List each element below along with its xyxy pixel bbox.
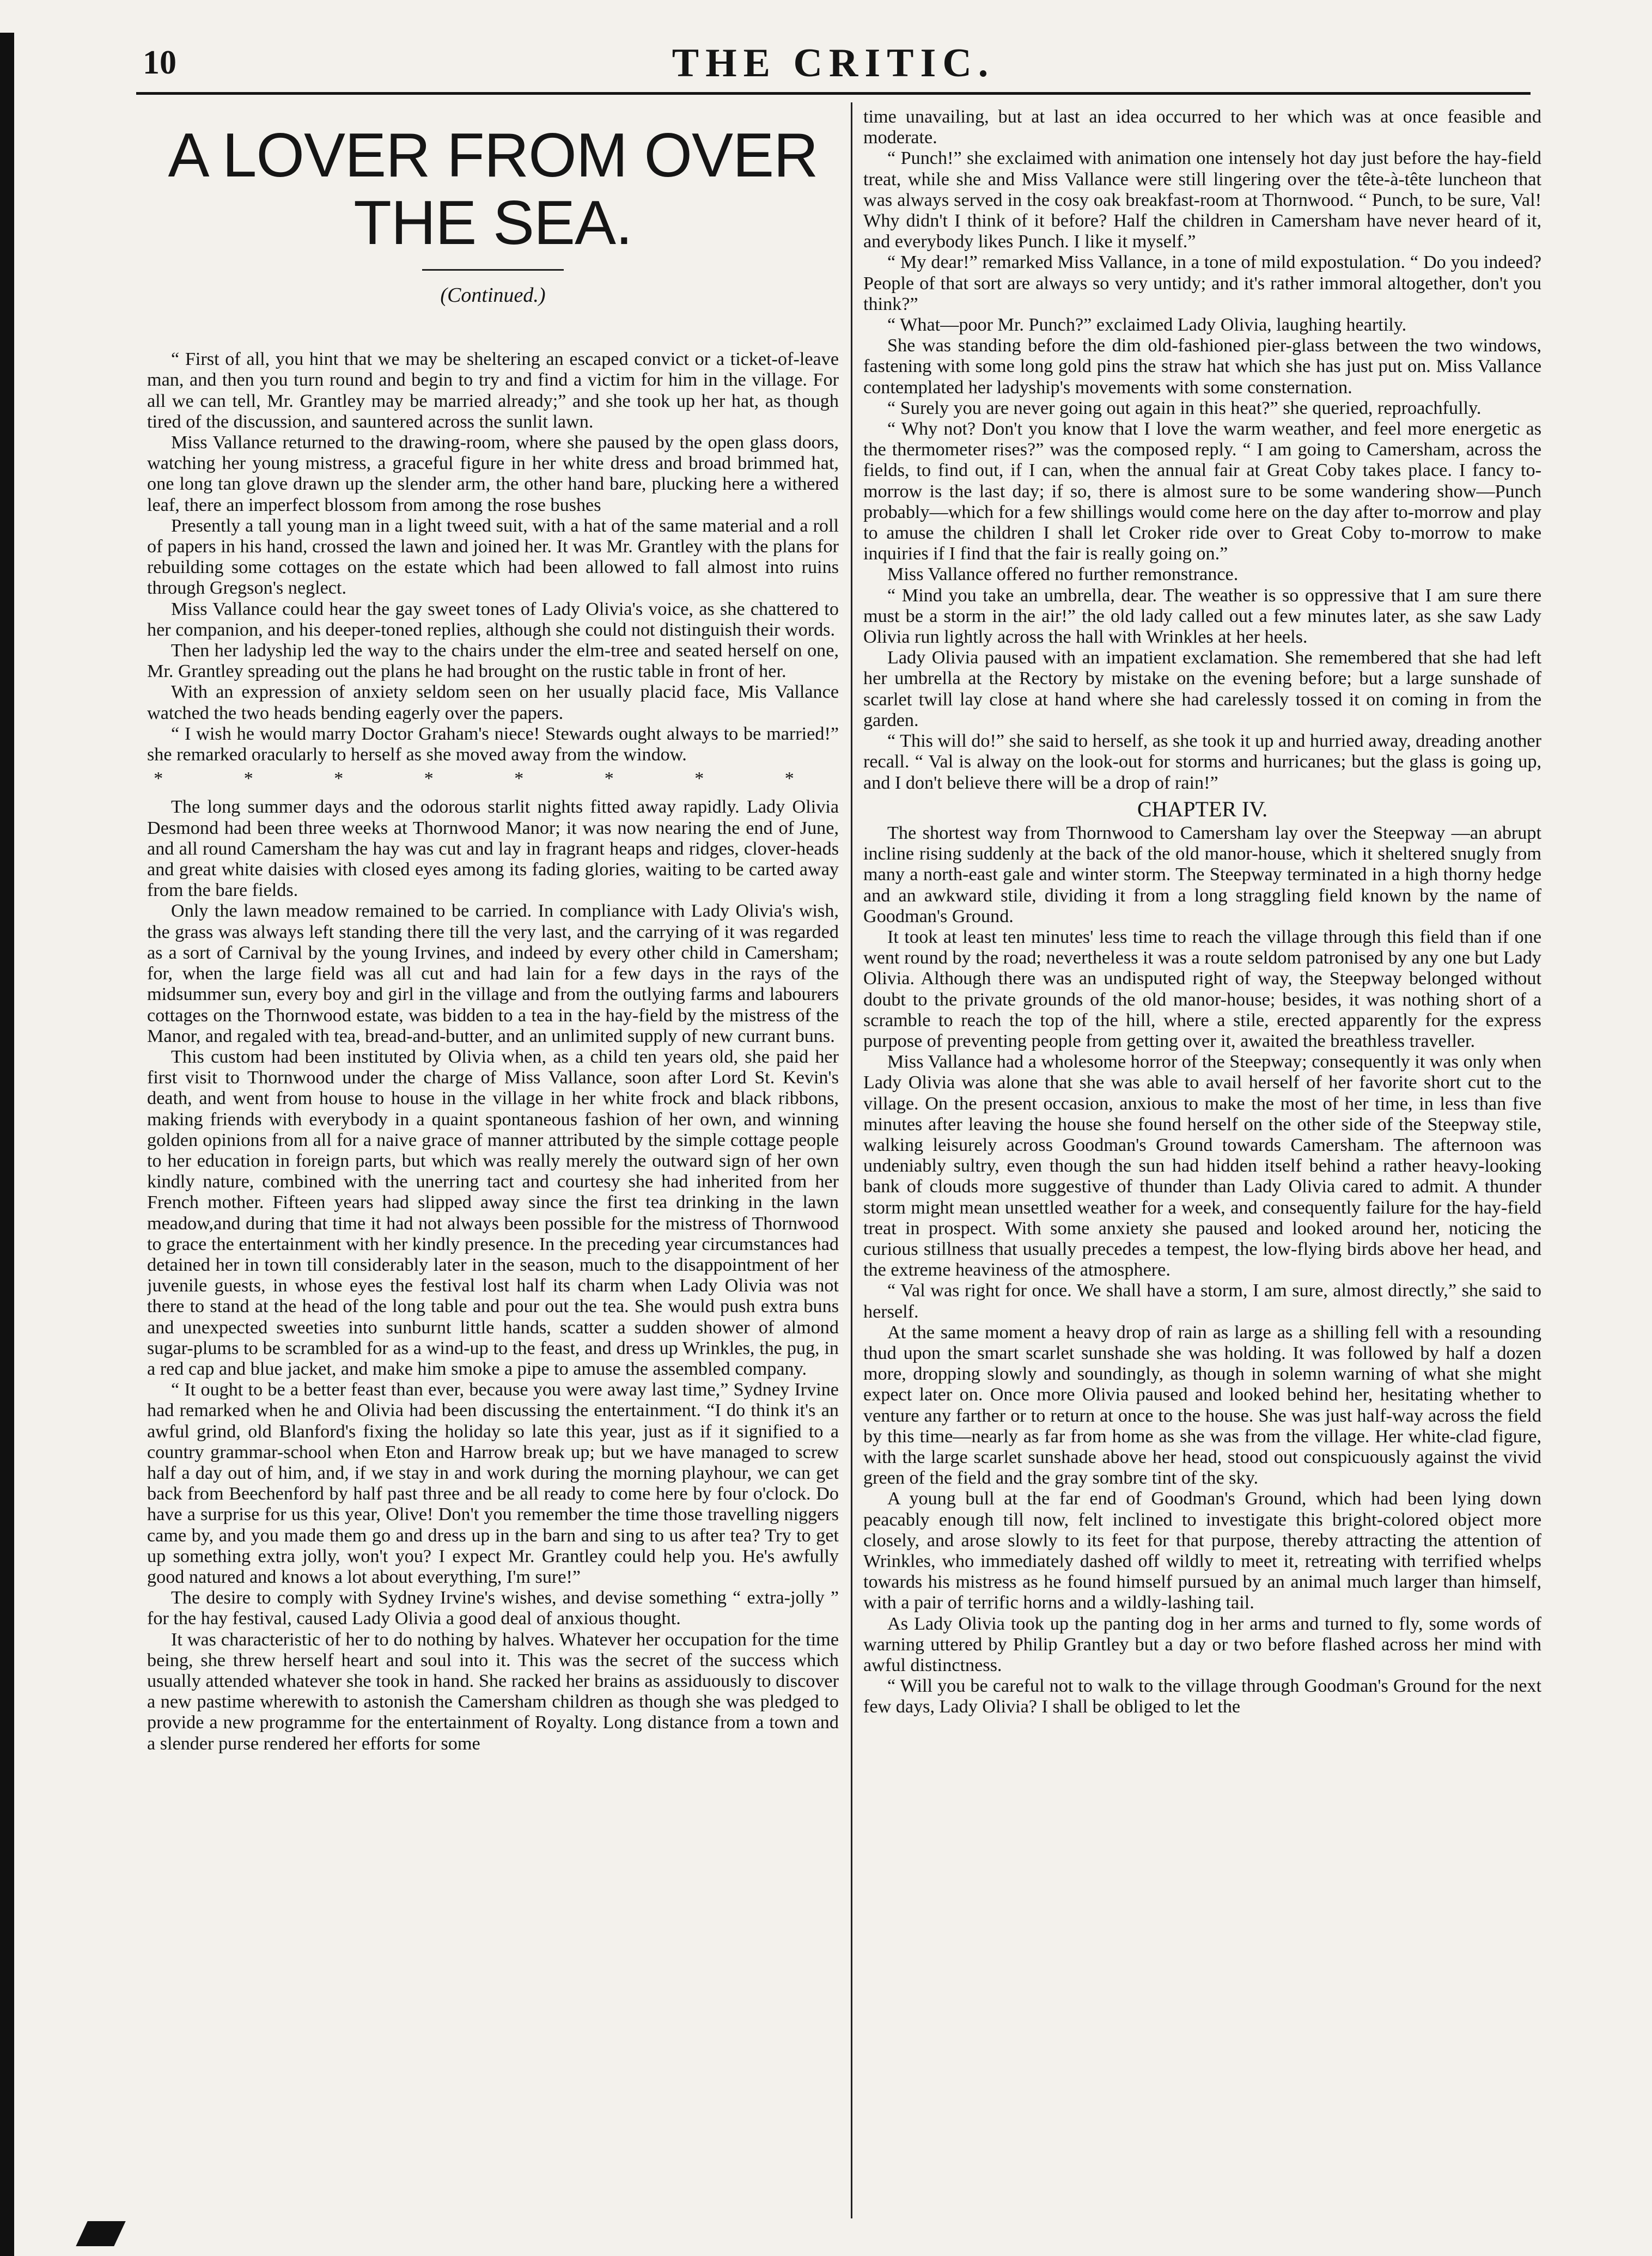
page-header bbox=[136, 38, 1531, 98]
paragraph: “ Will you be careful not to walk to the village through Goodman's Ground for the next few days, Lady Olivia? I shall be obliged to let the bbox=[863, 1676, 1541, 1717]
paragraph: Miss Vallance returned to the drawing-room, where she paused by the open glass doors, watching her young mistress, a graceful figure in her white dress and broad brimmed hat, one long tan glove drawn up the slender arm, the other hand bare, plucking here a withered leaf, there an imperfect blossom from among the rose bushes bbox=[147, 432, 839, 515]
paragraph: At the same moment a heavy drop of rain as large as a shilling fell with a resounding thud upon the smart scarlet sunshade she was holding. It was followed by half a dozen more, dropping slowly and soundingly, as though in solemn warning of what she might expect later on. Once more Olivia paused and looked behind her, hesitating whether to venture any farther or to return at once to the house. She was just half-way across the field by this time—nearly as far from home as she was from the village. Her white-clad figure, with the large scarlet sunshade above her head, stood out conspicuously against the vivid green of the field and the gray sombre tint of the sky. bbox=[863, 1322, 1541, 1489]
scan-mark bbox=[76, 2221, 125, 2246]
paragraph: “ I wish he would marry Doctor Graham's niece! Stewards ought always to be married!” she remarked oracularly to herself as she moved away from the window. bbox=[147, 723, 839, 765]
page-number: 10 bbox=[143, 44, 176, 81]
newspaper-title: THE CRITIC. bbox=[672, 41, 995, 86]
paragraph: Presently a tall young man in a light tweed suit, with a hat of the same material and a roll of papers in his hand, crossed the lawn and joined her. It was Mr. Grantley with the plans for rebuilding some cottages on the estate which had been allowed to fall almost into ruins through Gregson's neglect. bbox=[147, 515, 839, 599]
paragraph: Miss Vallance could hear the gay sweet tones of Lady Olivia's voice, as she chattered to her companion, and his deeper-toned replies, although she could not distinguish their words. bbox=[147, 599, 839, 640]
paragraph: “ Punch!” she exclaimed with animation one intensely hot day just before the hay-field treat, while she and Miss Vallance were still lingering over the tête-à-tête luncheon that was always served in the cosy oak breakfast-room at Thornwood. “ Punch, to be sure, Val! Why didn't I think of it before? Half the children in Camersham have never heard of it, and everybody likes Punch. I like it myself.” bbox=[863, 148, 1541, 252]
paragraph: It took at least ten minutes' less time to reach the village through this field than if one went round by the road; nevertheless it was a route seldom patronised by any one but Lady Olivia. Although there was an undisputed right of way, the Steepway belonged without doubt to the private grounds of the old manor-house; besides, it was nothing short of a scramble to reach the top of the hill, where a stile, erected apparently for the express purpose of preventing people from getting over it, awaited the breathless traveller. bbox=[863, 926, 1541, 1051]
title-rule bbox=[422, 269, 564, 271]
paragraph: “ First of all, you hint that we may be sheltering an escaped convict or a ticket-of-leave man, and then you turn round and begin to try and find a victim for him in the village. For all we can tell, Mr. Grantley may be married already;” and she took up her hat, as though tired of the discussion, and sauntered across the sunlit lawn. bbox=[147, 349, 839, 432]
paragraph: “ Val was right for once. We shall have a storm, I am sure, almost directly,” she said to herself. bbox=[863, 1281, 1541, 1322]
section-break-stars: * * * * * * * * bbox=[154, 769, 832, 789]
paragraph: “ It ought to be a better feast than ever, because you were away last time,” Sydney Irvine had remarked when he and Olivia had been discussing the entertainment. “I do think it's an awful grind, old Blanford's fixing the holiday so late this year, just as if it signified to a country grammar-school when Eton and Harrow break up; but we have managed to screw half a day out of him, and, if we stay in and work during the morning playhour, we can get back from Beechenford by half past three and be all ready to come here by four o'clock. Do have a surprise for us this year, Olive! Don't you remember the time those travelling niggers came by, and you made them go and dress up in the barn and sing to us after tea? Try to get up something extra jolly, won't you? I expect Mr. Grantley could help you. He's awfully good natured and knows a lot about everything, I'm sure!” bbox=[147, 1380, 839, 1587]
scan-edge-shadow bbox=[0, 33, 14, 2256]
right-column bbox=[863, 107, 1541, 2217]
left-column bbox=[147, 107, 839, 2217]
paragraph: The long summer days and the odorous starlit nights fitted away rapidly. Lady Olivia Desmond had been three weeks at Thornwood Manor; it was now nearing the end of June, and all round Camersham the hay was cut and lay in fragrant heaps and ridges, clover-heads and great white daisies with closed eyes among its fading glories, waiting to be carted away from the bare fields. bbox=[147, 797, 839, 901]
paragraph: “ This will do!” she said to herself, as she took it up and hurried away, dreading another recall. “ Val is alway on the look-out for storms and hurricanes; but the glass is going up, and I don't believe there will be a drop of rain!” bbox=[863, 731, 1541, 793]
paragraph: time unavailing, but at last an idea occurred to her which was at once feasible and moderate. bbox=[863, 107, 1541, 148]
paragraph: With an expression of anxiety seldom seen on her usually placid face, Mis Vallance watched the two heads bending eagerly over the papers. bbox=[147, 682, 839, 723]
paragraph: As Lady Olivia took up the panting dog in her arms and turned to fly, some words of warning uttered by Philip Grantley but a day or two before flashed across her mind with awful distinctness. bbox=[863, 1613, 1541, 1676]
story-title: A LOVER FROM OVER THE SEA. bbox=[168, 121, 818, 258]
paragraph: The shortest way from Thornwood to Camersham lay over the Steepway —an abrupt incline rising suddenly at the back of the old manor-house, which it sheltered snugly from many a north-east gale and winter storm. The Steepway terminated in a high thorny hedge and an awkward stile, dividing it from a long straggling field known by the name of Goodman's Ground. bbox=[863, 822, 1541, 926]
paragraph: She was standing before the dim old-fashioned pier-glass between the two windows, fastening with some long gold pins the straw hat which she has just put on. Miss Vallance contemplated her ladyship's movements with some consternation. bbox=[863, 336, 1541, 398]
continued-note: (Continued.) bbox=[440, 284, 546, 307]
paragraph: “ Mind you take an umbrella, dear. The weather is so oppressive that I am sure there must be a storm in the air!” the old lady called out a few minutes later, as she saw Lady Olivia run lightly across the hall with Wrinkles at her heels. bbox=[863, 585, 1541, 648]
paragraph: “ Why not? Don't you know that I love the warm weather, and feel more energetic as the thermometer rises?” was the composed reply. “ I am going to Camersham, across the fields, to find out, if I can, when the annual fair at Great Coby takes place. I fancy to-morrow is the last day; if so, there is almost sure to be some wandering show—Punch probably—which for a few shillings would come here on the day after to-morrow and play to amuse the children I shall let Croker ride over to Great Coby to-morrow to make inquiries if I find that the fair is really going on.” bbox=[863, 419, 1541, 564]
paragraph: “ What—poor Mr. Punch?” exclaimed Lady Olivia, laughing heartily. bbox=[887, 315, 1407, 336]
paragraph: Only the lawn meadow remained to be carried. In compliance with Lady Olivia's wish, the grass was always left standing there till the very last, and the carrying of it was regarded as a sort of Carnival by the young Irvines, and indeed by every other child in Camersham; for, when the large field was all cut and had lain for a few days in the rays of the midsummer sun, every boy and girl in the village and from the outlying farms and labourers cottages on the Thornwood estate, was bidden to a tea in the hay-field by the mistress of the Manor, and regaled with tea, bread-and-butter, and an unlimited supply of new currant buns. bbox=[147, 901, 839, 1046]
paragraph: Lady Olivia paused with an impatient exclamation. She remembered that she had left her umbrella at the Rectory by mistake on the evening before; but a large sunshade of scarlet twill lay close at hand where she had carelessly tossed it on coming in from the garden. bbox=[863, 648, 1541, 730]
paragraph: This custom had been instituted by Olivia when, as a child ten years old, she paid her first visit to Thornwood under the charge of Miss Vallance, soon after Lord St. Kevin's death, and went from house to house in the village in her white frock and black ribbons, making friends with everybody in a quaint spontaneous fashion of her own, and winning golden opinions from all for a naive grace of manner attributed by the simple cottage people to her education in foreign parts, but which was really merely the outward sign of her own kindly nature, combined with the unerring tact and courtesy she had inherited from her French mother. Fifteen years had slipped away since the first tea drinking in the lawn meadow,and during that time it had not always been possible for the mistress of Thornwood to grace the entertainment with her kindly presence. In the preceding year circumstances had detained her in town till considerably later in the season, much to the disappointment of her juvenile guests, in whose eyes the festival lost half its charm when Lady Olivia was not there to stand at the head of the long table and pour out the tea. She would push extra buns and unexpected sweeties into sunburnt little hands, scatter a sudden shower of almond sugar-plums to be scrambled for as a wind-up to the feast, and dress up Wrinkles, the pug, in a red cap and blue jacket, and make him smoke a pipe to amuse the assembled company. bbox=[147, 1046, 839, 1379]
paragraph: Miss Vallance offered no further remonstrance. bbox=[887, 564, 1239, 585]
paragraph: It was characteristic of her to do nothing by halves. Whatever her occupation for the time being, she threw herself heart and soul into it. This was the secret of the success which usually attended whatever she took in hand. She racked her brains as assiduously to discover a new pastime wherewith to astonish the Camersham children as though she was pledged to provide a new programme for the entertainment of Royalty. Long distance from a town and a slender purse rendered her efforts for some bbox=[147, 1629, 839, 1754]
chapter-heading: CHAPTER IV. bbox=[1137, 796, 1268, 821]
paragraph: The desire to comply with Sydney Irvine's wishes, and devise something “ extra-jolly ” for the hay festival, caused Lady Olivia a good deal of anxious thought. bbox=[147, 1588, 839, 1629]
paragraph: “ My dear!” remarked Miss Vallance, in a tone of mild expostulation. “ Do you indeed? People of that sort are always so very untidy; and it's rather immoral altogether, don't you think?” bbox=[863, 252, 1541, 314]
paragraph: Miss Vallance had a wholesome horror of the Steepway; consequently it was only when Lady Olivia was alone that she was able to avail herself of her favorite short cut to the village. On the present occasion, anxious to make the most of her time, in less than five minutes after leaving the house she found herself on the other side of the Steepway stile, walking leisurely across Goodman's Ground towards Camersham. The afternoon was undeniably sultry, even though the sun had hidden itself behind a rather heavy-looking bank of clouds more suggestive of thunder than Lady Olivia cared to admit. A thunder storm might mean unsettled weather for a week, and consequently failure for the hay-field treat in prospect. With some anxiety she paused and looked around her, noticing the curious stillness that usually precedes a tempest, the low-flying birds above her head, and the extreme heaviness of the atmosphere. bbox=[863, 1052, 1541, 1281]
paragraph: A young bull at the far end of Goodman's Ground, which had been lying down peacably enough till now, felt inclined to investigate this bright-colored object more closely, and arose slowly to its feet for that purpose, thereby attracting the attention of Wrinkles, who immediately dashed off wildly to meet it, retreating with terrified whelps towards his mistress as he found himself pursued by an animal much larger than himself, with a pair of terrific horns and a wildly-lashing tail. bbox=[863, 1489, 1541, 1613]
header-rule bbox=[136, 92, 1531, 95]
column-divider bbox=[851, 102, 852, 2218]
paragraph: “ Surely you are never going out again in this heat?” she queried, reproachfully. bbox=[887, 398, 1482, 418]
paragraph: Then her ladyship led the way to the chairs under the elm-tree and seated herself on one, Mr. Grantley spreading out the plans he had brought on the rustic table in front of her. bbox=[147, 641, 839, 682]
